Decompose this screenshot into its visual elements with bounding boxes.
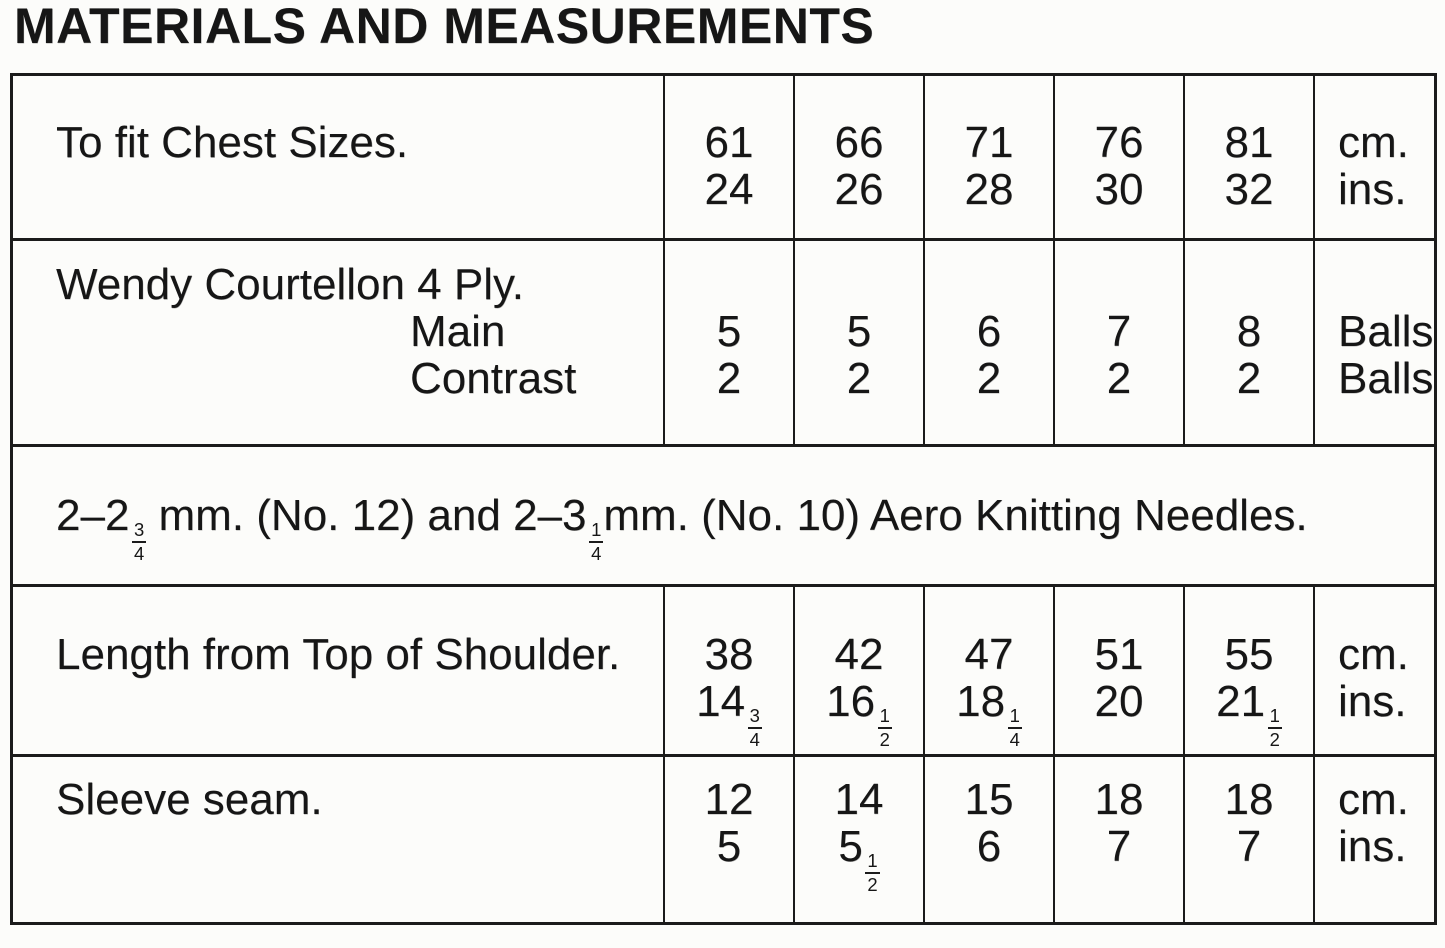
yarn-contrast-value: 2: [1106, 354, 1132, 403]
yarn-qty-cell: [923, 241, 1053, 444]
yarn-units-cell: [1313, 241, 1434, 444]
length-cell: [1053, 587, 1183, 754]
chest-ins-value: 24: [704, 165, 754, 214]
chest-ins-value: 32: [1224, 165, 1274, 214]
chest-units-cell: [1313, 76, 1434, 238]
unit-ins-label: ins.: [1338, 822, 1407, 871]
materials-measurements-table: [10, 73, 1437, 925]
yarn-main-value: 8: [1236, 307, 1262, 356]
yarn-qty-cell: [1053, 241, 1183, 444]
yarn-main-value: 7: [1106, 307, 1132, 356]
row-yarn-quantities: [13, 241, 1434, 447]
sleeve-cell: [1183, 757, 1313, 922]
yarn-contrast-value: 2: [976, 354, 1002, 403]
length-cell: [663, 587, 793, 754]
sleeve-cm-value: 18: [1094, 775, 1144, 824]
row-knitting-needles: [13, 447, 1434, 587]
unit-ins-label: ins.: [1338, 677, 1407, 726]
yarn-contrast-value: 2: [846, 354, 872, 403]
length-ins-value: 14 $\frac{3}{4}$: [696, 677, 760, 751]
unit-cm-label: cm.: [1338, 630, 1409, 679]
yarn-name-label: Wendy Courtellon 4 Ply.: [56, 260, 524, 309]
page-title: MATERIALS AND MEASUREMENTS: [14, 0, 875, 54]
chest-ins-value: 26: [834, 165, 884, 214]
chest-size-cell: [1183, 76, 1313, 238]
chest-cm-value: 76: [1094, 118, 1144, 167]
yarn-contrast-value: 2: [1236, 354, 1262, 403]
length-cm-value: 55: [1224, 630, 1274, 679]
sleeve-ins-value: 7: [1106, 822, 1132, 871]
chest-cm-value: 81: [1224, 118, 1274, 167]
needles-text: [13, 447, 1434, 564]
length-cm-value: 38: [704, 630, 754, 679]
yarn-main-label: Main: [410, 307, 506, 356]
length-cm-value: 42: [834, 630, 884, 679]
length-ins-value: 16 $\frac{1}{2}$: [826, 677, 890, 751]
sleeve-cm-value: 15: [964, 775, 1014, 824]
chest-ins-value: 30: [1094, 165, 1144, 214]
length-cell: [923, 587, 1053, 754]
sleeve-ins-value: 7: [1236, 822, 1262, 871]
chest-cm-value: 71: [964, 118, 1014, 167]
sleeve-units-cell: [1313, 757, 1434, 922]
sleeve-ins-value: 5: [716, 822, 742, 871]
unit-cm-label: cm.: [1338, 775, 1409, 824]
chest-size-cell: [793, 76, 923, 238]
unit-cm-label: cm.: [1338, 118, 1409, 167]
yarn-main-value: 5: [846, 307, 872, 356]
sleeve-cell: [663, 757, 793, 922]
yarn-row-label: [13, 241, 663, 444]
yarn-contrast-label: Contrast: [410, 354, 577, 403]
sleeve-cell: [793, 757, 923, 922]
chest-ins-value: 28: [964, 165, 1014, 214]
needles-text-part: 2–2: [56, 491, 130, 540]
yarn-qty-cell: [1183, 241, 1313, 444]
row-length-shoulder: [13, 587, 1434, 757]
chest-size-cell: [1053, 76, 1183, 238]
length-ins-value: 21 $\frac{1}{2}$: [1216, 677, 1280, 751]
needles-fraction: $\frac{1}{4}$: [591, 519, 602, 565]
chest-cm-value: 61: [704, 118, 754, 167]
sleeve-ins-value: 6: [976, 822, 1002, 871]
yarn-main-value: 5: [716, 307, 742, 356]
yarn-main-value: 6: [976, 307, 1002, 356]
sleeve-cell: [923, 757, 1053, 922]
chest-size-cell: [923, 76, 1053, 238]
sleeve-ins-value: 5 $\frac{1}{2}$: [838, 822, 878, 896]
yarn-contrast-value: 2: [716, 354, 742, 403]
length-ins-value: 20: [1094, 677, 1144, 726]
length-units-cell: [1313, 587, 1434, 754]
needles-text-part: mm. (No. 10) Aero Knitting Needles.: [603, 491, 1308, 540]
chest-row-label: To fit Chest Sizes.: [56, 118, 409, 167]
length-cell: [1183, 587, 1313, 754]
row-sleeve-seam: [13, 757, 1434, 922]
row-chest-sizes: [13, 76, 1434, 241]
unit-balls-label: Balls: [1338, 307, 1434, 356]
length-cm-value: 47: [964, 630, 1014, 679]
sleeve-row-label: Sleeve seam.: [56, 775, 323, 824]
unit-balls-label: Balls: [1338, 354, 1434, 403]
needles-text-part: mm. (No. 12) and 2–3: [146, 491, 587, 540]
sleeve-cm-value: 14: [834, 775, 884, 824]
sleeve-cell: [1053, 757, 1183, 922]
length-ins-value: 18 $\frac{1}{4}$: [956, 677, 1020, 751]
length-row-label: Length from Top of Shoulder.: [56, 630, 621, 679]
needles-fraction: $\frac{3}{4}$: [134, 519, 145, 565]
yarn-qty-cell: [663, 241, 793, 444]
length-cell: [793, 587, 923, 754]
chest-size-cell: [663, 76, 793, 238]
sleeve-cm-value: 18: [1224, 775, 1274, 824]
yarn-qty-cell: [793, 241, 923, 444]
sleeve-cm-value: 12: [704, 775, 754, 824]
length-cm-value: 51: [1094, 630, 1144, 679]
unit-ins-label: ins.: [1338, 165, 1407, 214]
chest-cm-value: 66: [834, 118, 884, 167]
